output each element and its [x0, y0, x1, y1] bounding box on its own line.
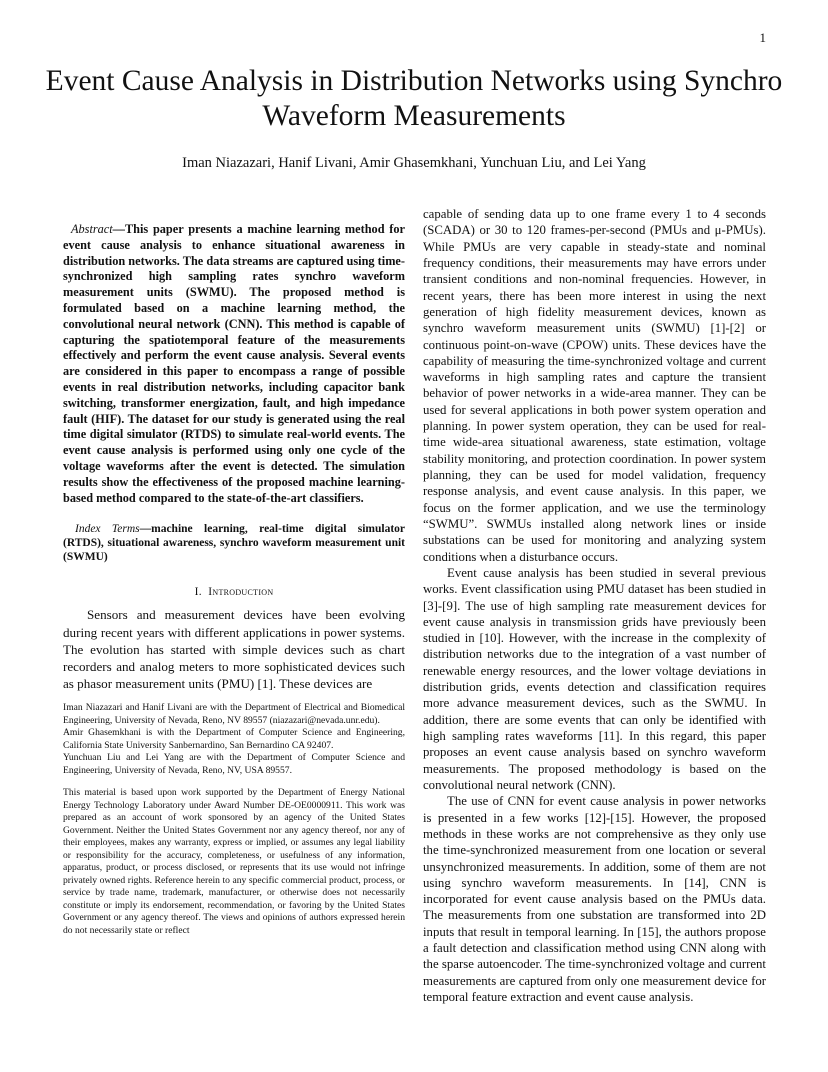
right-column — [423, 206, 766, 1005]
page-number: 1 — [759, 30, 766, 45]
author-list: Iman Niazazari, Hanif Livani, Amir Ghasemkhani, Yunchuan Liu, and Lei Yang — [182, 155, 646, 171]
section-number: I. — [194, 586, 202, 599]
affiliation-note: Amir Ghasemkhani is with the Department of Computer Science and Engineering, California State University Sanbernardino, San Bernardino CA 92407. — [63, 727, 405, 751]
body-paragraph: capable of sending data up to one frame every 1 to 4 seconds (SCADA) or 30 to 120 frames-per-second (PMUs and μ-PMUs). While PMUs are very capable in steady-state and nominal frequency conditions, their measurements may have errors under transient conditions and non-nominal frequencies. However, in recent years, there has been more interest in using the next generation of high fidelity measurement devices, known as synchro waveform measurement units (SWMU) [1]-[2] or continuous point-on-wave (CPOW) units. These devices have the capability of measuring the time-synchronized voltage and current waveforms in high sampling rates and capture the transient behavior of power networks in a wide-area manner. They can be used for several applications in both power system operation and planning. In power system operation, they can be used for real-time wide-area situational awareness, state estimation, voltage stability monitoring, and protection coordination. In power system planning, they can be used for model validation, frequency response analysis, and event cause analysis. In this paper, we focus on the former application, and we use the terminology “SWMU”. SWMUs installed along network lines or inside substations can be used for monitoring and analyzing system conditions when a disturbance occurs. — [423, 207, 766, 564]
body-paragraph: The use of CNN for event cause analysis in power networks is presented in a few works [12]-[15]. However, the proposed methods in these works are not comprehensive as they only use the time-synchronized measurement from one location or several unsynchronized measurements. In addition, some of them are not using synchro waveform measurements. In [14], CNN is incorporated for event cause analysis based on the PMUs data. The measurements from one substation are transformed into 2D inputs that result in temporal learning. In [15], the authors propose a fault detection and classification method using CNN along with the sparse autoencoder. The time-synchronized voltage and current measurements are captured from only one measurement device for temporal feature extraction and event cause analysis. — [423, 794, 766, 1004]
abstract-text: —This paper presents a machine learning method for event cause analysis to enhance situational awareness in distribution networks. The data streams are captured using time-synchronized high sampling rates synchro waveform measurement units (SWMU). The proposed method is formulated based on a machine learning method, the convolutional neural network (CNN). This method is capable of capturing the spatiotemporal feature of the measurements effectively and perform the event cause analysis. Several events are considered in this paper to encompass a range of possible events in real distribution networks, including capacitor bank switching, transformer energization, fault, and high impedance fault (HIF). The dataset for our study is generated using the real time digital simulator (RTDS) to simulate real-world events. The event cause analysis is performed using only one cycle of the voltage waveforms after the event is detected. The simulation results show the effectiveness of the proposed machine learning-based method compared to the state-of-the-art classifiers. — [63, 222, 405, 505]
affiliation-note: Iman Niazazari and Hanif Livani are with the Department of Electrical and Biomedical Engineering, University of Nevada, Reno, NV 89557 (niazazari@nevada.unr.edu). — [63, 702, 405, 726]
funding-disclaimer: This material is based upon work supported by the Department of Energy National Energy Technology Laboratory under Award Number DE-OE0000911. This work was prepared as an account of work sponsored by an agency of the United States Government. Neither the United States Government nor any agency thereof, nor any of their employees, makes any warranty, express or implied, or assumes any legal liability or responsibility for the accuracy, completeness, or usefulness of any information, apparatus, product, or process disclosed, or represents that its use would not infringe privately owned rights. Reference herein to any specific commercial product, process, or service by trade name, trademark, manufacturer, or otherwise does not necessarily constitute or imply its endorsement, recommendation, or favoring by the United States Government or any agency thereof. The views and opinions of authors expressed herein do not necessarily state or reflect — [63, 787, 405, 936]
section-heading-introduction — [63, 586, 405, 598]
index-terms-lead: Index Terms — [75, 523, 140, 536]
index-terms-text: —machine learning, real-time digital simulator (RTDS), situational awareness, synchro waveform measurement unit (SWMU) — [63, 523, 405, 564]
abstract-lead: Abstract — [71, 222, 113, 236]
left-column — [63, 222, 405, 937]
author-affiliations — [63, 702, 405, 777]
body-paragraph: Event cause analysis has been studied in several previous works. Event classification using PMU dataset has been studied in [3]-[9]. The use of high sampling rate measurement devices for event cause analysis in transmission grids have previously been studied in [10]. However, with the increase in the complexity of distribution networks due to the integration of a vast number of renewable energy resources, and the lower voltage deviations in distribution grids, events detection and classification requires more advance measurement devices, such as the SWMU. In addition, there are some events that can only be identified with high sampling rates waveforms [11]. In this regard, this paper proposes an event cause analysis based on synchro waveform measurements. The proposed methodology is based on the convolutional neural network (CNN). — [423, 565, 766, 792]
section-title: Introduction — [208, 586, 274, 599]
index-terms — [63, 522, 405, 564]
intro-paragraph: Sensors and measurement devices have been evolving during recent years with different applications in power systems. The evolution has started with simple devices such as chart recorders and analog meters to more sophisticated devices such as phasor measurement units (PMU) [1]. These devices are — [63, 607, 405, 692]
affiliation-note: Yunchuan Liu and Lei Yang are with the Department of Computer Science and Engineering, University of Nevada, Reno, NV, USA 89557. — [63, 752, 405, 776]
abstract — [63, 222, 405, 506]
paper-title: Event Cause Analysis in Distribution Networks using Synchro Waveform Measurements — [45, 65, 783, 132]
